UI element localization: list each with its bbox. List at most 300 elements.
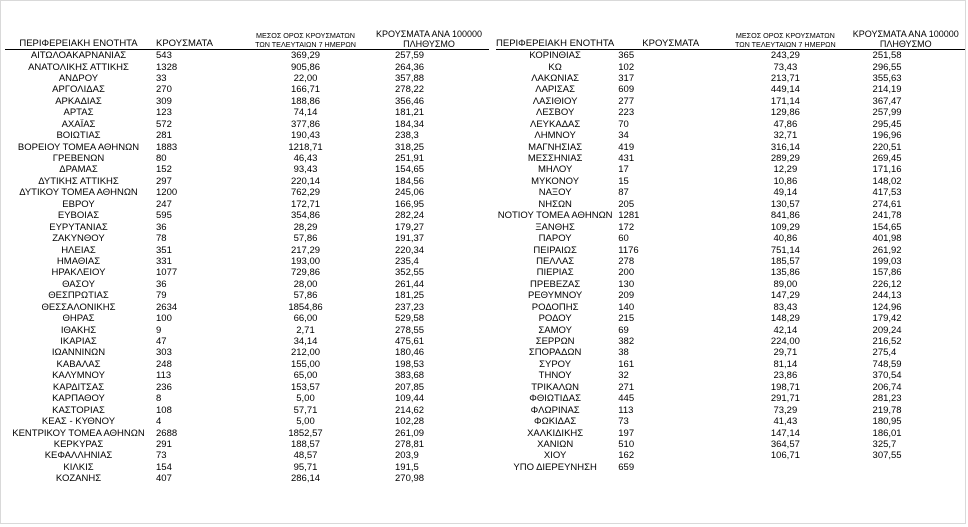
avg-cell: 34,14 [293,336,318,347]
cases-cell: 209 [618,290,635,302]
cases-cell: 197 [618,427,635,439]
cases-cell: 15 [618,175,629,187]
table-row [496,382,965,393]
cases-cell: 1176 [618,244,639,256]
avg-cell: 289,29 [770,153,800,164]
per100k-cell: 370,54 [872,370,902,382]
table-row [496,199,965,210]
avg-cell: 449,14 [770,84,800,96]
cases-cell: 351 [156,244,172,256]
per100k-cell: 244,13 [872,290,902,302]
table-row [496,370,965,381]
region-name-cell: ΝΑΞΟΥ [538,187,572,199]
cases-cell: 271 [618,381,635,393]
region-name-cell: ΧΑΛΚΙΔΙΚΗΣ [527,427,584,439]
per100k-cell: 257,99 [872,107,902,119]
avg-cell: 198,71 [770,381,800,393]
table-row [5,370,489,381]
region-name-cell: ΚΟΡΙΝΘΙΑΣ [529,50,581,62]
table-row [5,84,489,95]
region-name-cell: ΚΕΝΤΡΙΚΟΥ ΤΟΜΕΑ ΑΘΗΝΩΝ [12,427,145,439]
table-row [5,302,489,313]
region-name-cell: ΒΟΙΩΤΙΑΣ [56,130,101,142]
cases-cell: 382 [618,336,635,347]
per100k-cell: 261,09 [395,427,425,439]
per100k-cell: 219,78 [872,404,902,416]
avg-cell: 220,14 [290,175,321,187]
table-row [496,347,965,358]
avg-cell: 291,71 [770,393,800,405]
per100k-cell: 220,34 [395,244,425,256]
per100k-cell: 529,58 [395,313,425,325]
avg-cell: 57,86 [293,290,318,302]
avg-cell: 109,29 [770,221,800,233]
per100k-cell: 245,06 [395,187,425,199]
table-row [5,256,489,267]
header-cases: ΚΡΟΥΣΜΑΤΑ [156,37,213,49]
region-name-cell: ΠΡΕΒΕΖΑΣ [530,278,581,290]
table-row [496,313,965,324]
per100k-cell: 357,88 [395,72,425,84]
per100k-cell: 281,23 [872,393,902,405]
table-right-body [496,50,965,474]
per100k-cell: 261,44 [395,278,425,290]
header-region: ΠΕΡΙΦΕΡΕΙΑΚΗ ΕΝΟΤΗΤΑ [496,37,615,49]
region-name-cell: ΦΘΙΩΤΙΔΑΣ [529,393,581,405]
table-row [5,142,489,153]
per100k-cell: 184,34 [395,118,425,130]
per100k-cell: 186,01 [872,427,902,439]
avg-cell [724,462,846,473]
cases-cell: 365 [618,50,635,62]
avg-cell: 166,71 [290,84,321,96]
region-name-cell: ΛΗΜΝΟΥ [534,130,576,142]
per100k-cell: 181,25 [395,290,425,302]
cases-cell: 331 [156,255,172,267]
region-name-cell: ΑΝΑΤΟΛΙΚΗΣ ΑΤΤΙΚΗΣ [28,61,129,73]
region-name-cell: ΚΑΡΔΙΤΣΑΣ [52,381,105,393]
avg-cell: 89,00 [773,278,798,290]
avg-cell: 148,29 [770,313,800,325]
avg-cell: 5,00 [296,416,315,428]
per100k-cell: 748,59 [872,358,902,370]
table-row [5,73,489,84]
table-row [496,405,965,416]
avg-cell: 32,71 [773,130,798,142]
per100k-cell: 237,23 [395,301,425,313]
table-row [496,119,965,130]
per100k-cell: 214,62 [395,404,425,416]
region-name-cell: ΛΑΚΩΝΙΑΣ [531,72,580,84]
cases-cell: 659 [618,461,635,473]
per100k-cell: 226,12 [872,278,902,290]
table-row [5,427,489,438]
per100k-cell: 278,22 [395,84,425,96]
avg-cell: 22,00 [293,72,318,84]
cases-cell: 32 [618,370,629,382]
avg-cell: 28,00 [293,278,318,290]
table-row [496,96,965,107]
per100k-cell: 325,7 [872,438,897,450]
per100k-cell: 180,95 [872,416,902,428]
avg-cell: 106,71 [770,450,800,462]
table-row [496,164,965,175]
region-name-cell: ΧΙΟΥ [543,450,567,462]
cases-cell: 248 [156,358,172,370]
table-row [5,290,489,301]
per100k-cell [847,462,965,473]
cases-cell: 445 [618,393,635,405]
per100k-cell: 109,44 [395,393,425,405]
per100k-cell: 278,55 [395,324,425,336]
cases-cell: 1200 [156,187,178,199]
cases-cell: 2634 [156,301,178,313]
avg-cell: 213,71 [770,72,800,84]
cases-cell: 69 [618,324,629,336]
per100k-cell: 179,42 [872,313,902,325]
region-name-cell: ΞΑΝΘΗΣ [535,221,575,233]
table-row [496,427,965,438]
per100k-cell: 154,65 [872,221,902,233]
region-name-cell: ΣΥΡΟΥ [539,358,572,370]
cases-cell: 431 [618,153,635,164]
avg-cell: 147,14 [770,427,800,439]
per100k-cell: 295,45 [872,118,902,130]
avg-cell: 83,43 [773,301,798,313]
table-left-body [5,50,489,485]
cases-cell: 100 [156,313,172,325]
cases-cell: 38 [618,347,629,359]
region-name-cell: ΔΥΤΙΚΟΥ ΤΟΜΕΑ ΑΘΗΝΩΝ [19,187,138,199]
cases-cell: 1328 [156,61,178,73]
per100k-cell: 157,86 [872,267,902,279]
table-row [5,336,489,347]
per100k-cell: 199,03 [872,255,902,267]
per100k-cell: 278,81 [395,438,425,450]
cases-cell: 1281 [618,210,640,222]
per100k-cell: 307,55 [872,450,902,462]
avg-cell: 73,43 [773,61,798,73]
cases-cell: 1883 [156,141,178,153]
region-name-cell: ΜΥΚΟΝΟΥ [531,175,580,187]
table-row [5,222,489,233]
avg-cell: 193,00 [290,255,321,267]
avg-cell: 729,86 [290,267,321,279]
cases-cell: 4 [156,416,162,428]
region-name-cell: ΖΑΚΥΝΘΟΥ [52,233,105,245]
avg-cell: 224,00 [770,336,800,347]
per100k-cell: 179,27 [395,221,425,233]
avg-cell: 1218,71 [288,141,323,153]
table-row [5,199,489,210]
region-name-cell: ΚΟΖΑΝΗΣ [55,473,102,485]
table-row [496,302,965,313]
avg-cell: 354,86 [290,210,321,222]
header-avg-line2: ΤΩΝ ΤΕΛΕΥΤΑΙΩΝ 7 ΗΜΕΡΩΝ [255,39,356,49]
cases-cell: 108 [156,404,172,416]
cases-cell: 79 [156,290,167,302]
table-row [496,416,965,427]
avg-cell: 93,43 [293,164,318,176]
cases-cell: 303 [156,347,172,359]
per100k-cell: 180,46 [395,347,425,359]
avg-cell: 364,57 [770,438,800,450]
header-per-line1: ΚΡΟΥΣΜΑΤΑ ΑΝΑ 100000 [852,29,959,39]
table-row [5,416,489,427]
region-name-cell: ΚΑΡΠΑΘΟΥ [52,393,105,405]
avg-cell: 1854,86 [288,301,323,313]
avg-cell: 47,86 [773,118,798,130]
cases-cell: 277 [618,95,635,107]
table-row [5,244,489,255]
per100k-cell: 270,98 [395,473,425,485]
avg-cell: 66,00 [293,313,318,325]
table-row [496,439,965,450]
region-name-cell: ΕΥΒΟΙΑΣ [57,210,100,222]
region-name-cell: ΚΑΣΤΟΡΙΑΣ [52,404,105,416]
avg-cell: 212,00 [290,347,321,359]
avg-cell: 155,00 [290,358,321,370]
table-row [5,96,489,107]
region-name-cell: ΥΠΟ ΔΙΕΡΕΥΝΗΣΗ [513,461,597,473]
avg-cell: 147,29 [770,290,800,302]
table-row [496,393,965,404]
per100k-cell: 318,25 [395,141,425,153]
avg-cell: 841,86 [770,210,800,222]
region-name-cell: ΡΕΘΥΜΝΟΥ [527,290,583,302]
avg-cell: 95,71 [293,461,318,473]
avg-cell: 217,29 [290,244,321,256]
region-name-cell: ΙΚΑΡΙΑΣ [60,336,97,347]
per100k-cell: 166,95 [395,198,425,210]
region-name-cell: ΗΡΑΚΛΕΙΟΥ [51,267,106,279]
cases-cell: 1077 [156,267,178,279]
cases-cell: 236 [156,381,172,393]
table-row [5,50,489,62]
per100k-cell: 198,53 [395,358,425,370]
per100k-cell: 154,65 [395,164,425,176]
region-name-cell: ΡΟΔΟΠΗΣ [531,301,579,313]
table-row [496,462,965,473]
avg-cell: 57,71 [293,404,318,416]
cases-cell: 510 [618,438,635,450]
table-row [496,142,965,153]
avg-cell: 171,14 [770,95,800,107]
header-per-line1: ΚΡΟΥΣΜΑΤΑ ΑΝΑ 100000 [376,29,482,39]
cases-cell: 291 [156,438,172,450]
per100k-cell: 214,19 [872,84,902,96]
avg-cell: 41,43 [773,416,798,428]
header-region: ΠΕΡΙΦΕΡΕΙΑΚΗ ΕΝΟΤΗΤΑ [19,37,138,49]
per100k-cell: 352,55 [395,267,425,279]
table-row [5,279,489,290]
region-name-cell: ΘΑΣΟΥ [62,278,95,290]
per100k-cell: 261,92 [872,244,902,256]
avg-cell: 49,14 [773,187,798,199]
cases-cell: 36 [156,221,167,233]
per100k-cell: 124,96 [872,301,902,313]
per100k-cell: 356,46 [395,95,425,107]
table-row [5,130,489,141]
table-row [5,267,489,278]
cases-cell: 172 [618,221,635,233]
per100k-cell: 148,02 [872,175,902,187]
table-row [496,359,965,370]
per100k-cell: 203,9 [395,450,419,462]
per100k-cell: 296,55 [872,61,902,73]
region-name-cell: ΑΧΑΪΑΣ [61,118,96,130]
avg-cell: 188,86 [290,95,321,107]
cases-cell: 130 [618,278,635,290]
avg-cell: 46,43 [293,153,318,164]
cases-cell: 102 [618,61,635,73]
table-row [5,313,489,324]
region-name-cell: ΤΡΙΚΑΛΩΝ [531,381,580,393]
region-name-cell: ΕΒΡΟΥ [62,198,95,210]
cases-cell: 572 [156,118,172,130]
avg-cell: 42,14 [773,324,798,336]
cases-cell: 9 [156,324,162,336]
per100k-cell: 264,36 [395,61,425,73]
cases-cell: 2688 [156,427,178,439]
table-row [5,462,489,473]
table-row [496,210,965,221]
cases-cell: 161 [618,358,635,370]
header-cases: ΚΡΟΥΣΜΑΤΑ [642,37,700,49]
avg-cell: 5,00 [296,393,315,405]
avg-cell: 751,14 [770,244,800,256]
per100k-cell: 181,21 [395,107,425,119]
cases-cell: 154 [156,461,172,473]
table-row [496,153,965,164]
table-row [496,130,965,141]
avg-cell: 28,29 [293,221,318,233]
per100k-cell: 417,53 [872,187,902,199]
per100k-cell: 251,91 [395,153,425,164]
table-row [5,119,489,130]
region-name-cell: ΑΡΚΑΔΙΑΣ [55,95,102,107]
per100k-cell: 355,63 [872,72,902,84]
per100k-cell: 102,28 [395,416,425,428]
avg-cell: 74,14 [293,107,318,119]
per100k-cell: 191,5 [395,461,419,473]
avg-cell: 286,14 [290,473,321,485]
table-row [496,267,965,278]
cases-cell: 60 [618,233,629,245]
avg-cell: 905,86 [290,61,321,73]
table-header [496,20,965,50]
avg-cell: 188,57 [290,438,321,450]
cases-cell: 200 [618,267,635,279]
region-name-cell: ΘΕΣΠΡΩΤΙΑΣ [48,290,109,302]
table-row [5,325,489,336]
per100k-cell: 238,3 [395,130,419,142]
cases-cell: 297 [156,175,172,187]
table-row [5,439,489,450]
cases-cell: 87 [618,187,629,199]
per100k-cell: 184,56 [395,175,425,187]
table-row [5,153,489,164]
avg-cell: 369,29 [290,50,321,62]
cases-cell: 419 [618,141,635,153]
region-name-cell: ΜΑΓΝΗΣΙΑΣ [528,141,583,153]
cases-cell: 281 [156,130,172,142]
cases-cell: 215 [618,313,635,325]
cases-cell: 8 [156,393,162,405]
avg-cell: 81,14 [773,358,798,370]
cases-cell: 223 [618,107,635,119]
avg-cell: 57,86 [293,233,318,245]
avg-cell: 12,29 [773,164,798,176]
region-name-cell: ΛΑΡΙΣΑΣ [535,84,575,96]
avg-cell: 40,86 [773,233,798,245]
cases-cell: 34 [618,130,629,142]
region-name-cell: ΦΩΚΙΔΑΣ [534,416,577,428]
avg-cell: 65,00 [293,370,318,382]
avg-cell: 73,29 [773,404,798,416]
table-row [5,164,489,175]
header-avg-line1: ΜΕΣΟΣ ΟΡΟΣ ΚΡΟΥΣΜΑΤΩΝ [256,31,355,40]
per100k-cell: 191,37 [395,233,425,245]
table-row [496,176,965,187]
region-name-cell: ΓΡΕΒΕΝΩΝ [52,153,105,164]
avg-cell: 172,71 [290,198,321,210]
region-name-cell: ΑΙΤΩΛΟΑΚΑΡΝΑΝΙΑΣ [30,50,127,62]
cases-cell: 113 [156,370,172,382]
cases-cell: 317 [618,72,635,84]
avg-cell: 10,86 [773,175,798,187]
cases-cell: 543 [156,50,172,62]
header-per100k [847,20,965,50]
cases-cell: 609 [618,84,635,96]
table-row [496,84,965,95]
per100k-cell: 401,98 [872,233,902,245]
table-left [5,20,489,485]
header-per-line2: ΠΛΗΘΥΣΜΟ [879,39,932,49]
header-per100k [369,20,489,50]
cases-cell: 162 [618,450,635,462]
region-name-cell: ΑΡΤΑΣ [63,107,94,119]
avg-cell: 243,29 [770,50,800,62]
avg-cell: 153,57 [290,381,321,393]
table-row [5,359,489,370]
table-header [5,20,489,50]
avg-cell: 316,14 [770,141,800,153]
table-row [5,405,489,416]
region-name-cell: ΣΕΡΡΩΝ [535,336,575,347]
region-name-cell: ΠΕΙΡΑΙΩΣ [533,244,577,256]
region-name-cell: ΚΕΡΚΥΡΑΣ [53,438,104,450]
region-name-cell: ΝΗΣΩΝ [538,198,572,210]
table-row [5,61,489,72]
per100k-cell: 209,24 [872,324,902,336]
per100k-cell: 383,68 [395,370,425,382]
cases-cell: 80 [156,153,167,164]
region-name-cell: ΗΜΑΘΙΑΣ [56,255,101,267]
table-row [496,107,965,118]
per100k-cell: 216,52 [872,336,902,347]
region-name-cell: ΤΗΝΟΥ [538,370,572,382]
cases-cell: 407 [156,473,172,485]
region-name-cell: ΣΠΟΡΑΔΩΝ [528,347,582,359]
region-name-cell: ΑΡΓΟΛΙΔΑΣ [52,84,105,96]
cases-cell: 33 [156,72,167,84]
region-name-cell: ΡΟΔΟΥ [538,313,572,325]
cases-cell: 205 [618,198,635,210]
region-name-cell: ΔΡΑΜΑΣ [59,164,98,176]
table-row [496,244,965,255]
table-row [5,382,489,393]
